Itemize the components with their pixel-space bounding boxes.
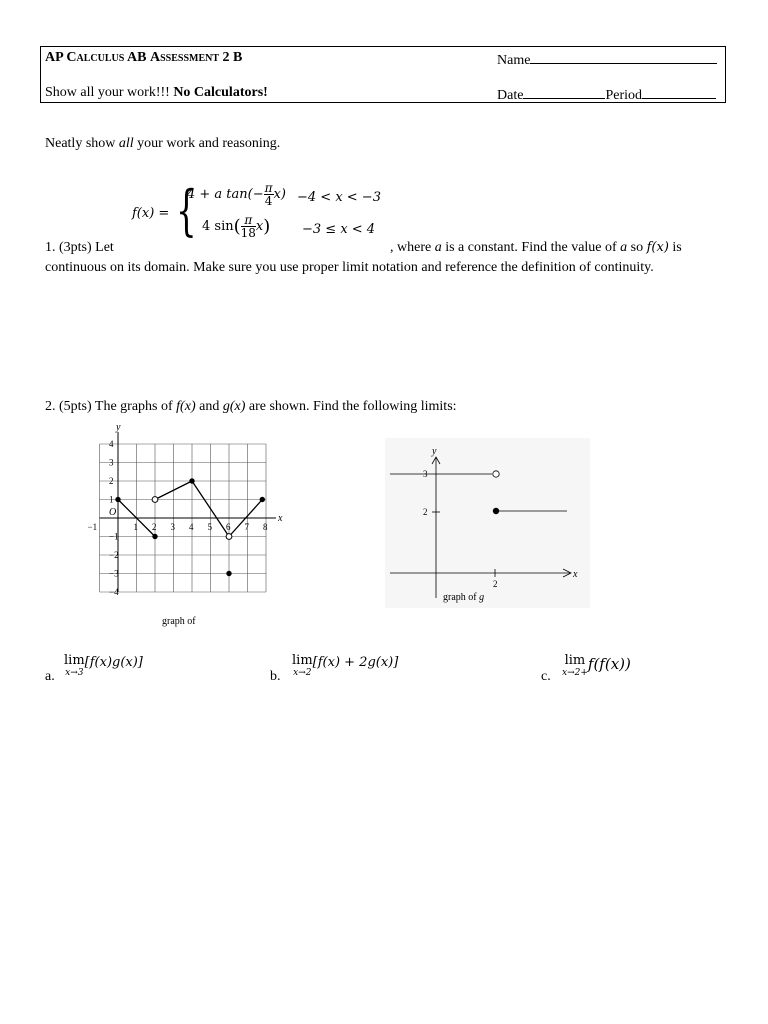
- part-a-label: a.: [45, 669, 55, 684]
- graph-f-xtick: 5: [207, 522, 212, 532]
- graph-f-xtick: 1: [133, 522, 138, 532]
- graph-f-open-point: [152, 497, 158, 503]
- graph-f-xtick: 3: [170, 522, 175, 532]
- graph-f-open-point: [226, 534, 232, 540]
- graph-f-closed-point: [152, 534, 157, 539]
- graph-f-closed-point: [260, 497, 265, 502]
- graph-g: [385, 438, 590, 608]
- assessment-title: AP Calculus AB Assessment 2 B: [45, 50, 243, 65]
- graph-f-ytick: −3: [109, 568, 119, 579]
- period-blank[interactable]: [642, 85, 716, 99]
- date-blank[interactable]: [523, 85, 605, 99]
- part-b-expression: lim x→2 [f(x) + 2g(x)]: [292, 653, 399, 678]
- piecewise-case-2: 4 sin( $\frac{\pi}{18}$ x): [202, 213, 271, 240]
- graph-f-ytick: −4: [109, 587, 119, 597]
- graph-g-open-point: [493, 471, 499, 477]
- graph-f-closed-point: [115, 497, 120, 502]
- graph-g-background: [385, 438, 590, 608]
- graph-g-ytick-3: 3: [423, 469, 428, 479]
- name-field[interactable]: Name: [497, 50, 717, 69]
- part-c-expression: lim x→2+ f(f(x)): [562, 653, 631, 678]
- graph-f-ytick: −2: [109, 550, 119, 560]
- q2-lead: 2. (5pts) The graphs of f(x) and g(x) are shown. Find the following limits:: [45, 399, 457, 414]
- graph-g-y-label: y: [432, 446, 437, 457]
- graph-f: [84, 420, 294, 615]
- graph-f-xtick: 8: [263, 522, 268, 532]
- graph-f-ytick: 4: [109, 439, 114, 449]
- intro-text: Neatly show all your work and reasoning.: [45, 136, 281, 151]
- part-a-expression: lim x→3 [f(x)g(x)]: [64, 653, 143, 678]
- fx-label: f(x) =: [132, 206, 170, 221]
- piecewise-cond-2: −3 ≤ x < 4: [302, 222, 376, 237]
- graph-f-axes: [100, 432, 277, 592]
- graph-g-caption: graph of g: [443, 592, 485, 603]
- instructions-line: Show all your work!!! No Calculators!: [45, 85, 268, 100]
- piecewise-case-1: 4 + a tan(− $\frac{\pi}{4}$ x): [187, 181, 286, 208]
- graph-f-closed-point: [226, 571, 231, 576]
- graph-f-xtick: 7: [244, 522, 249, 532]
- graph-f-xtick: 2: [152, 522, 157, 532]
- graph-f-closed-point: [189, 478, 194, 483]
- name-blank[interactable]: [530, 50, 717, 64]
- graph-f-xtick: 4: [189, 522, 194, 532]
- q1-line-2: continuous on its domain. Make sure you use proper limit notation and reference the definition of continuity.: [45, 260, 654, 275]
- graph-g-ytick-2: 2: [423, 507, 428, 517]
- date-period-field[interactable]: Date Period: [497, 85, 716, 104]
- graph-g-xtick-2: 2: [493, 579, 498, 589]
- graph-f-xtick: −1: [87, 522, 98, 532]
- piecewise-brace: {: [176, 179, 197, 242]
- graph-f-ytick: −1: [109, 531, 119, 542]
- graph-g-closed-point: [493, 508, 499, 514]
- graph-f-y-label: y: [116, 422, 121, 433]
- piecewise-cond-1: −4 < x < −3: [297, 190, 381, 205]
- graph-f-origin: O: [109, 507, 117, 518]
- q1-lead: 1. (3pts) Let: [45, 240, 114, 255]
- graph-f-x-label: x: [278, 513, 283, 524]
- graph-f-caption: graph of: [162, 616, 196, 627]
- q1-tail: , where a is a constant. Find the value of a so f(x) is: [390, 240, 682, 255]
- part-b-label: b.: [270, 669, 281, 684]
- graph-f-ytick: 3: [109, 457, 114, 468]
- part-c-label: c.: [541, 669, 551, 684]
- graph-f-ytick: 1: [109, 494, 114, 505]
- graph-f-ytick: 2: [109, 476, 114, 486]
- graph-f-xtick: 6: [226, 522, 231, 532]
- graph-g-x-label: x: [573, 569, 578, 580]
